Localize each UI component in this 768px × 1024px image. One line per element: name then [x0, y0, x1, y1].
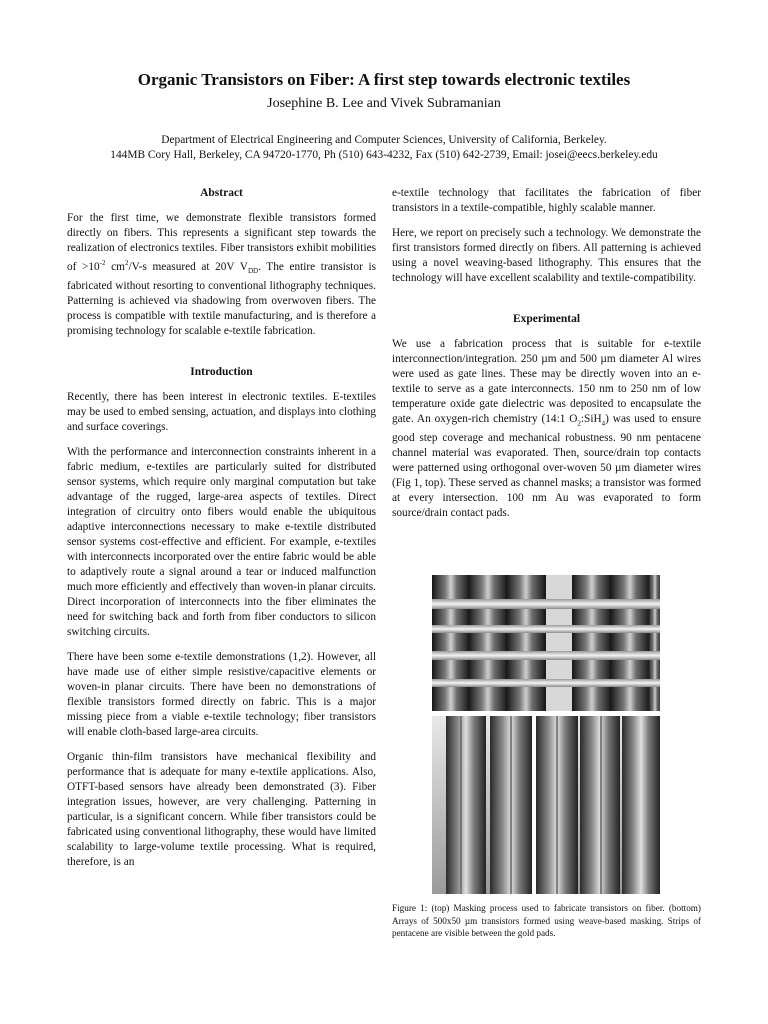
abstract-text: For the first time, we demonstrate flexible transistors formed directly on fibers. This represents a significant step towards the realization of electronics textiles. Fiber transistors exhibit mobilities of $>10^{-2}$ $cm^2/V-s$ measured at 20V $V_{DD}$. The entire transistor is fabricated without resorting to conventional lithography techniques. Patterning is achieved via shadowing from overwoven fibers. The process is compatible with textile manufacturing, and is therefore a promising technology for scalable e-textile fabrication. — [67, 212, 376, 338]
left-column — [67, 186, 376, 880]
intro-paragraph-4-continued: e-textile technology that facilitates the fabrication of fiber transistors in a textile-compatible, highly scalable manner. — [392, 187, 701, 214]
introduction-heading: Introduction — [190, 366, 253, 379]
abstract-heading: Abstract — [200, 187, 243, 199]
intro-paragraph-3: There have been some e-textile demonstrations (1,2). However, all have made use of either simple resistive/capacitive elements or woven-in planar circuits. There have been no demonstrations of flexible transistors formed directly on fabric. This is a major missing piece from a viable e-textile technology; fiber transistors will enable cloth-based large-area circuits. — [67, 651, 376, 739]
intro-paragraph-4: Organic thin-film transistors have mechanical flexibility and performance that is adequate for many e-textile applications. Also, OTFT-based sensors have already been demonstrated (3). Fiber integration issues, however, are very challenging. Patterning in particular, is a significant concern. While fiber transistors could be fabricated using conventional lithography, these would have limited scalability to large-volume textile processing. What is required, therefore, is an — [67, 751, 376, 869]
transistor-array-image — [432, 716, 660, 894]
paper-authors: Josephine B. Lee and Vivek Subramanian — [267, 96, 501, 111]
affiliation-line-1: Department of Electrical Engineering and Computer Sciences, University of California, Berkeley. — [161, 134, 607, 146]
right-column — [392, 186, 701, 531]
woven-fibers-image — [432, 575, 660, 711]
intro-paragraph-2: With the performance and interconnection constraints inherent in a fabric medium, e-textiles are particularly suited for distributed sensor systems, which require only marginal computation but take advantage of the rugged, large-area aspects of textiles. Direct integration of circuitry onto fibers would enable the ubiquitous adaptive interconnections necessary to make e-textile distributed sensor systems cost-effective and efficient. For example, e-textiles with interconnects incorporated over the entire fabric would be able to adaptively route a signal around a tear or induced malfunction much more efficiently and effectively than woven-in planar circuits. Direct incorporation of interconnects into the fiber eliminates the need for switching back and forth from fiber conductors to silicon switching circuits. — [67, 446, 376, 639]
paper-title: Organic Transistors on Fiber: A first step towards electronic textiles — [137, 70, 631, 89]
figure-bottom-transistor-array-photo — [432, 716, 660, 894]
intro-paragraph-5: Here, we report on precisely such a technology. We demonstrate the first transistors formed directly on fibers. All patterning is achieved using a novel weaving-based lithography. This ensures that the technology will have excellent scalability and textile-compatibility. — [392, 227, 701, 284]
paper-affiliation — [0, 133, 768, 163]
intro-paragraph-1: Recently, there has been interest in electronic textiles. E-textiles may be used to embed sensing, actuation, and displays into clothing and surface coverings. — [67, 391, 376, 434]
experimental-heading: Experimental — [512, 313, 581, 325]
experimental-text: We use a fabrication process that is suitable for e-textile interconnection/integration. 250 µm and 500 µm diameter Al wires were used as gate lines. These may be directly woven into an e-textile to serve as a gate interconnects. 150 nm to 250 nm of low temperature oxide gate dielectric was deposited to encapsulate the gate. An oxygen-rich chemistry (14:1 $O_2:SiH_4$) was used to ensure good step coverage and mechanical robustness. 90 nm pentacene channel material was evaporated. Then, source/drain top contacts were patterned using orthogonal over-woven 50 µm diameter wires (Fig 1, top). These served as channel masks; a transistor was formed at every intersection. 100 nm Au was evaporated to form source/drain contact pads. — [392, 338, 702, 520]
figure-caption: Figure 1: (top) Masking process used to fabricate transistors on fiber. (bottom) Arrays of 500x50 µm transistors formed using weave-based masking. Strips of pentacene are visible between the gold pads. — [392, 903, 701, 938]
figure-top-masking-photo — [432, 575, 660, 711]
affiliation-line-2: 144MB Cory Hall, Berkeley, CA 94720-1770, Ph (510) 643-4232, Fax (510) 642-2739, Email: josei@eecs.berkeley.edu — [110, 149, 658, 161]
